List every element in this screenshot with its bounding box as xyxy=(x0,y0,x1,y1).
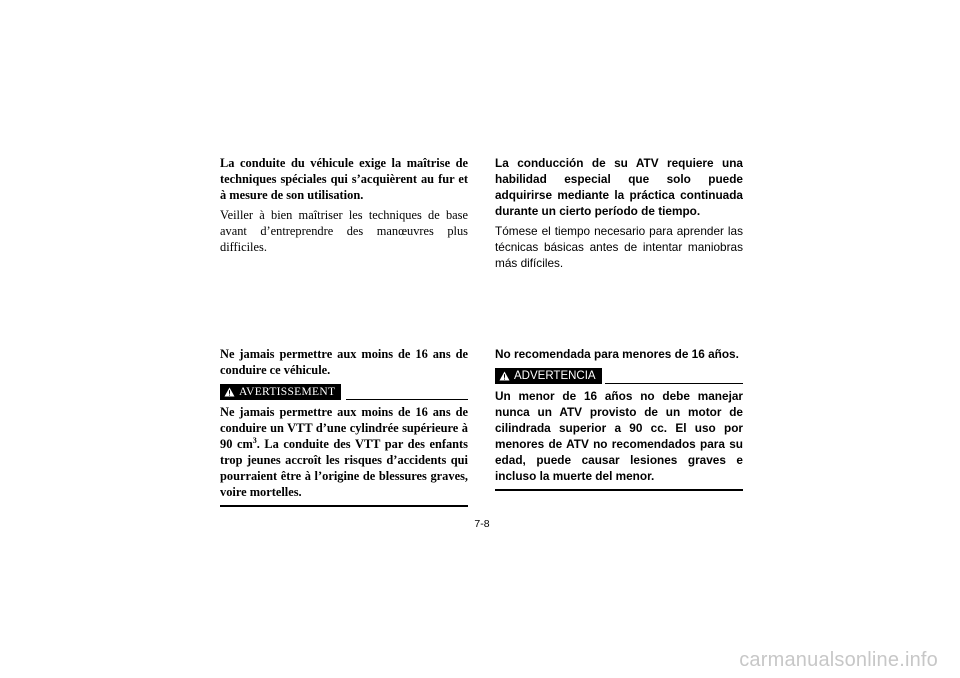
fr-warning-badge xyxy=(220,384,341,400)
es-section-age-warning xyxy=(495,346,743,491)
fr-riding-skills-body: Veiller à bien maîtriser les techniques de base avant d’entreprendre des manœuvres plus difficiles. xyxy=(220,208,468,254)
es-warning-label: ADVERTENCIA xyxy=(514,370,596,382)
page-number: 7-8 xyxy=(474,518,490,530)
fr-warning-bottom-rule xyxy=(220,505,468,507)
fr-age-heading: Ne jamais permettre aux moins de 16 ans de conduire ce véhicule. xyxy=(220,347,468,377)
es-age-heading: No recomendada para menores de 16 años. xyxy=(495,347,739,361)
fr-section-riding-skills xyxy=(220,155,468,255)
es-warning-header xyxy=(495,368,743,384)
fr-section-age-warning xyxy=(220,346,468,507)
watermark: carmanualsonline.info xyxy=(739,649,938,671)
es-warning-bottom-rule xyxy=(495,489,743,491)
fr-warning-header xyxy=(220,384,468,400)
es-warning-badge xyxy=(495,368,602,384)
es-section-riding-skills xyxy=(495,155,743,271)
es-warning-text: Un menor de 16 años no debe manejar nunca un ATV provisto de un motor de cilindrada superior a 90 cc. El uso por menores de ATV no recomendados para su edad, puede causar lesiones graves e incluso la muerte del menor. xyxy=(495,389,743,483)
warning-triangle-icon xyxy=(224,387,235,397)
fr-warning-label: AVERTISSEMENT xyxy=(239,386,336,398)
es-riding-skills-body: Tómese el tiempo necesario para aprender las técnicas básicas antes de intentar maniobras más difíciles. xyxy=(495,224,743,270)
es-warning-header-line xyxy=(605,383,743,384)
es-riding-skills-heading: La conducción de su ATV requiere una habilidad especial que solo puede adquirirse mediante la práctica continuada durante un cierto período de tiempo. xyxy=(495,156,743,218)
warning-triangle-icon xyxy=(499,371,510,381)
fr-warning-header-line xyxy=(346,399,468,400)
fr-warning-text: Ne jamais permettre aux moins de 16 ans de conduire un VTT d’une cylindrée supérieure à 90 $cm^3$. La conduite des VTT par des enfants trop jeunes accroît les risques d’accidents qui pourraient être à l’origine de blessures graves, voire mortelles. xyxy=(220,405,468,499)
fr-riding-skills-heading: La conduite du véhicule exige la maîtrise de techniques spéciales qui s’acquièrent au fur et à mesure de son utilisation. xyxy=(220,156,468,202)
